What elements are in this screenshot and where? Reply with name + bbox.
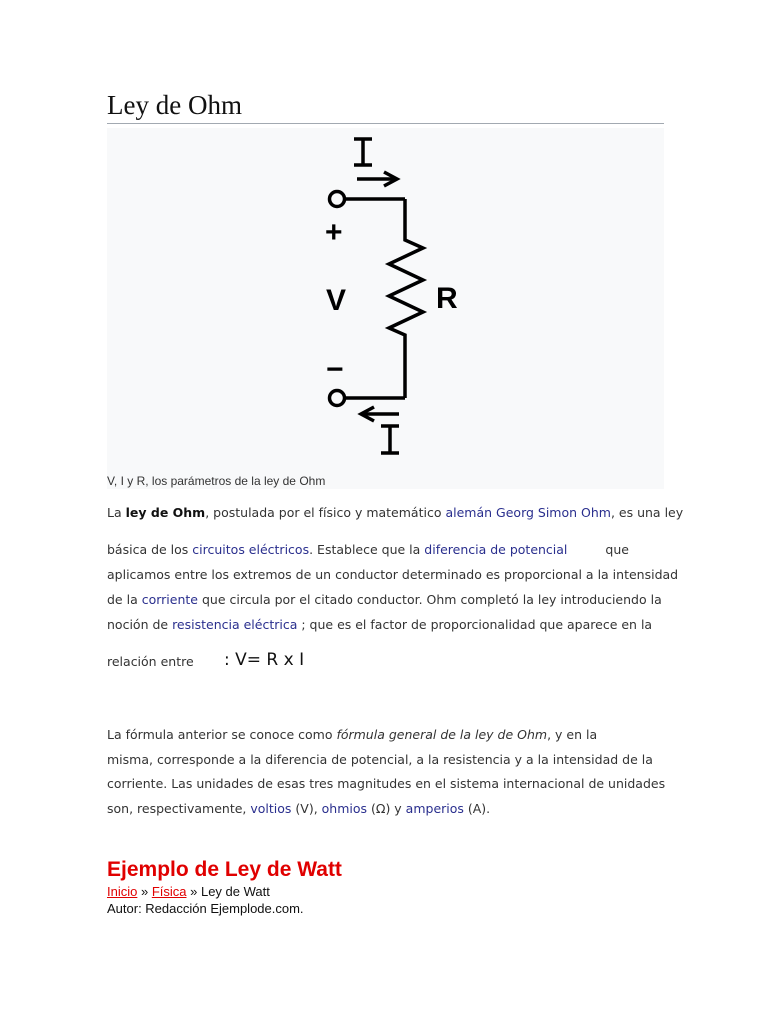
text-span: son, respectivamente,	[107, 801, 251, 816]
link-amperios[interactable]: amperios	[405, 801, 464, 816]
formula-name-italic: fórmula general de la ley de Ohm	[336, 727, 548, 742]
figure-caption: V, I y R, los parámetros de la ley de Ohm	[107, 474, 326, 488]
text-span: ; que es el factor de proporcionalidad que aparece en la	[297, 617, 653, 632]
title-divider	[107, 123, 664, 124]
text-span: , postulada por el físico y matemático	[205, 505, 446, 520]
bottom-terminal	[330, 391, 345, 406]
text-span: , es una ley	[610, 505, 684, 520]
link-resistencia-electrica[interactable]: resistencia eléctrica	[172, 617, 298, 632]
breadcrumb-fisica-link[interactable]: Física	[151, 884, 187, 899]
ohm-circuit-diagram	[107, 128, 664, 489]
link-ohmios[interactable]: ohmios	[321, 801, 368, 816]
link-voltios[interactable]: voltios	[250, 801, 292, 816]
text-span: . Establece que la	[309, 542, 425, 557]
text-span: noción de	[107, 617, 173, 632]
author-line: Autor: Redacción Ejemplode.com.	[107, 901, 304, 916]
link-corriente[interactable]: corriente	[141, 592, 198, 607]
breadcrumb-current: Ley de Watt	[200, 884, 270, 899]
text-span: La fórmula anterior se conoce como	[107, 727, 337, 742]
resistance-label: R	[436, 282, 458, 315]
breadcrumb	[107, 884, 270, 899]
page-title: Ley de Ohm	[107, 90, 242, 120]
text-span: básica de los	[107, 542, 193, 557]
term-ley-de-ohm: ley de Ohm	[125, 505, 206, 520]
voltage-label: V	[326, 284, 347, 317]
circuit-figure	[107, 128, 664, 489]
paragraph-formula-line4	[107, 801, 667, 816]
paragraph-intro-line1	[107, 505, 684, 520]
link-georg-simon-ohm[interactable]: Georg Simon Ohm	[496, 505, 611, 520]
related-heading[interactable]: Ejemplo de Ley de Watt	[107, 858, 342, 881]
paragraph-intro-line4	[107, 592, 667, 607]
text-span: (V),	[291, 801, 322, 816]
paragraph-formula-line3: corriente. Las unidades de esas tres magnitudes en el sistema internacional de unidades	[107, 776, 666, 791]
top-terminal	[330, 192, 345, 207]
ohm-formula: : V= R x I	[224, 650, 305, 670]
text-span: de la	[107, 592, 142, 607]
text-span: que circula por el citado conductor. Ohm completó la ley introduciendo la	[197, 592, 662, 607]
link-diferencia-de-potencial[interactable]: diferencia de potencial	[424, 542, 568, 557]
paragraph-intro-line3: aplicamos entre los extremos de un conductor determinado es proporcional a la intensidad	[107, 567, 679, 582]
paragraph-intro-line2	[107, 542, 667, 557]
text-span: , y en la	[547, 727, 598, 742]
text-span: La	[107, 505, 126, 520]
plus-label: +	[325, 216, 343, 249]
text-span: que	[605, 542, 629, 557]
resistor-zigzag	[389, 199, 423, 398]
minus-label: −	[326, 353, 344, 386]
paragraph-formula-line2: misma, corresponde a la diferencia de potencial, a la resistencia y a la intensidad de la	[107, 752, 653, 767]
text-span: (A).	[463, 801, 491, 816]
text-span: (Ω) y	[367, 801, 406, 816]
link-aleman[interactable]: alemán	[445, 505, 493, 520]
breadcrumb-inicio-link[interactable]: Inicio	[107, 884, 138, 899]
link-circuitos-electricos[interactable]: circuitos eléctricos	[192, 542, 310, 557]
breadcrumb-separator: »	[186, 884, 201, 899]
paragraph-formula-line1	[107, 727, 667, 742]
paragraph-intro-line6: relación entre	[107, 654, 194, 669]
breadcrumb-separator: »	[137, 884, 152, 899]
paragraph-intro-line5	[107, 617, 667, 632]
